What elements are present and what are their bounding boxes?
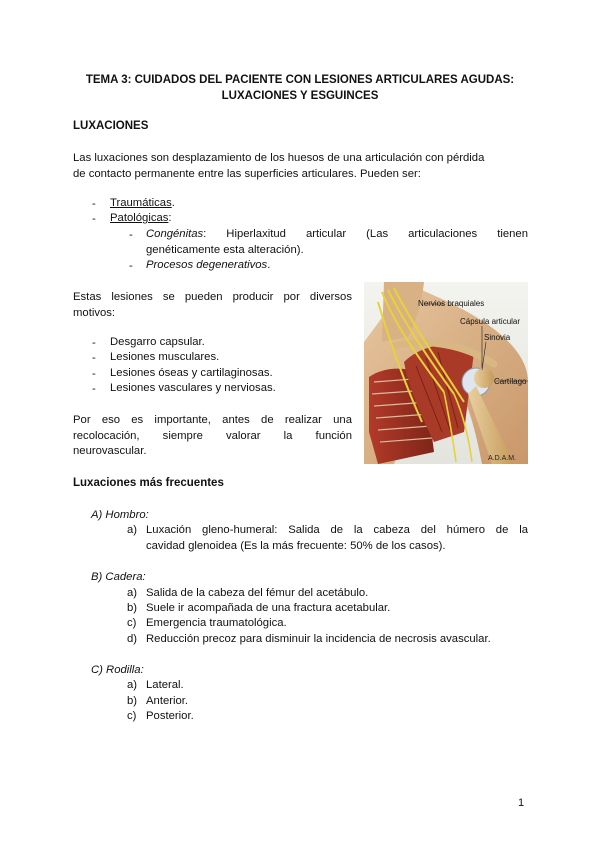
list-item-traumaticas: Traumáticas. bbox=[110, 197, 175, 209]
degenerativos-text: Procesos degenerativos bbox=[146, 259, 268, 271]
label-capsula-articular: Cápsula articular bbox=[460, 317, 521, 326]
intro-line-2: de contacto permanente entre las superficies articulares. Pueden ser: bbox=[73, 167, 421, 180]
label-nervios-braquiales: Nervios braquiales bbox=[418, 299, 485, 308]
list-dash: - bbox=[92, 352, 96, 364]
title-line-2: LUXACIONES Y ESGUINCES bbox=[221, 90, 379, 102]
cadera-marker: a) bbox=[127, 587, 138, 599]
patologicas-text: Patológicas bbox=[110, 212, 169, 224]
frequent-heading: Luxaciones más frecuentes bbox=[73, 477, 224, 489]
cadera-item: Suele ir acompañada de una fractura acetabular. bbox=[146, 602, 391, 614]
cadera-marker: b) bbox=[127, 602, 138, 614]
shoulder-anatomy-figure bbox=[364, 282, 528, 464]
page-number: 1 bbox=[518, 797, 525, 809]
rodilla-marker: c) bbox=[127, 710, 137, 722]
list-dash: - bbox=[92, 383, 96, 395]
list-dash: - bbox=[92, 213, 96, 225]
label-cartilago: Cartílago bbox=[494, 377, 527, 386]
cadera-marker: c) bbox=[127, 617, 137, 629]
motive-item: Lesiones musculares. bbox=[110, 351, 220, 363]
cadera-marker: d) bbox=[127, 633, 138, 645]
recolocacion-paragraph bbox=[73, 413, 352, 460]
rodilla-label: C) Rodilla: bbox=[91, 664, 144, 676]
sublist-item-congenitas bbox=[146, 227, 528, 258]
cadera-label: B) Cadera: bbox=[91, 571, 146, 583]
list-dash: - bbox=[92, 368, 96, 380]
traumaticas-text: Traumáticas bbox=[110, 197, 172, 209]
congenitas-text-1: : Hiperlaxitud articular (Las articulaciones tienen bbox=[203, 228, 528, 240]
list-dash: - bbox=[92, 198, 96, 210]
sublist-item-degenerativos: Procesos degenerativos. bbox=[146, 259, 271, 271]
rodilla-item: Posterior. bbox=[146, 710, 194, 722]
motives-line-1: Estas lesiones se pueden producir por diversos bbox=[73, 291, 352, 303]
hombro-line-1: Luxación gleno-humeral: Salida de la cabeza del húmero de la bbox=[146, 524, 528, 536]
motive-item: Lesiones vasculares y nerviosas. bbox=[110, 382, 276, 394]
rodilla-item: Lateral. bbox=[146, 679, 184, 691]
intro-line-1: Las luxaciones son desplazamiento de los huesos de una articulación con pérdida bbox=[73, 152, 485, 164]
list-item-patologicas: Patológicas: bbox=[110, 212, 172, 224]
title-line-1: TEMA 3: CUIDADOS DEL PACIENTE CON LESIONES ARTICULARES AGUDAS: bbox=[85, 74, 515, 86]
label-sinovia: Sinovia bbox=[484, 333, 511, 342]
sublist-dash: - bbox=[129, 229, 133, 241]
shoulder-illustration bbox=[364, 282, 528, 464]
hombro-line-2: cavidad glenoidea (Es la más frecuente: 50% de los casos). bbox=[146, 539, 446, 552]
cadera-item: Salida de la cabeza del fémur del acetábulo. bbox=[146, 587, 369, 599]
recolocacion-line-3: neurovascular. bbox=[73, 445, 147, 457]
motives-line-2: motivos: bbox=[73, 306, 116, 319]
hombro-item bbox=[146, 523, 528, 554]
document-title bbox=[60, 72, 540, 104]
motive-item: Desgarro capsular. bbox=[110, 336, 205, 348]
recolocacion-line-1: Por eso es importante, antes de realizar una bbox=[73, 414, 352, 426]
rodilla-item: Anterior. bbox=[146, 695, 189, 707]
congenitas-label: Congénitas bbox=[146, 228, 204, 240]
motive-item: Lesiones óseas y cartilaginosas. bbox=[110, 367, 273, 379]
sublist-dash: - bbox=[129, 260, 133, 272]
cadera-item: Reducción precoz para disminuir la incidencia de necrosis avascular. bbox=[146, 633, 491, 645]
figure-credit: A.D.A.M. bbox=[488, 455, 517, 462]
congenitas-text-2: genéticamente esta alteración). bbox=[146, 243, 304, 256]
rodilla-marker: b) bbox=[127, 695, 138, 707]
intro-paragraph bbox=[73, 151, 529, 182]
list-dash: - bbox=[92, 337, 96, 349]
hombro-marker: a) bbox=[127, 524, 138, 536]
section-heading: LUXACIONES bbox=[73, 120, 149, 132]
recolocacion-line-2: recolocación, siempre valorar la función bbox=[73, 429, 352, 442]
cadera-item: Emergencia traumatológica. bbox=[146, 617, 287, 629]
hombro-label: A) Hombro: bbox=[91, 509, 149, 521]
rodilla-marker: a) bbox=[127, 679, 138, 691]
motives-paragraph bbox=[73, 290, 352, 321]
